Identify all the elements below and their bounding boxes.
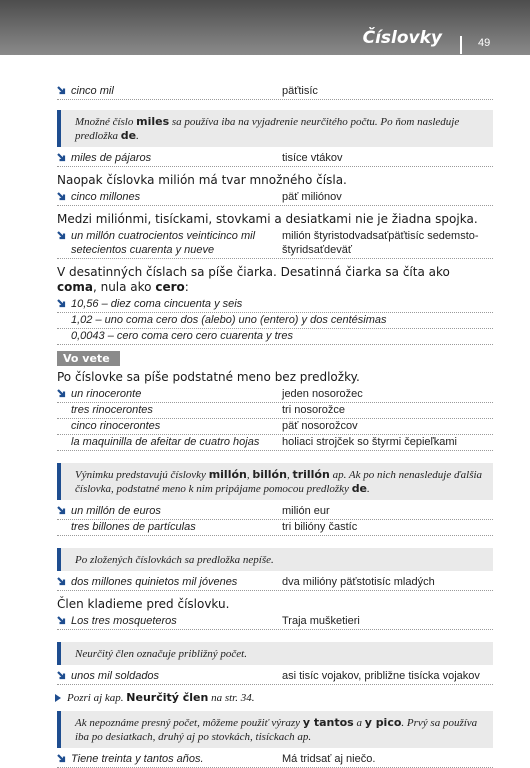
arrow-icon: [57, 192, 67, 202]
note-text: ap. Ak po nich nenasleduje ďalšia číslovka, podstatné meno k nim pripájame pomocou predložky: [75, 469, 483, 495]
rule-text: Naopak číslovka milión má tvar množného čísla.: [57, 173, 347, 187]
note-text: .: [367, 483, 370, 495]
example-row: [57, 387, 493, 403]
example-spanish: un rinoceronte: [71, 388, 142, 400]
page-header: [0, 0, 530, 55]
note-term: miles: [136, 115, 170, 128]
note-term: y pico: [364, 716, 402, 729]
example-row: [57, 575, 493, 591]
section-label: Vo vete: [57, 351, 120, 366]
note-term: de: [351, 482, 368, 495]
note-box: [57, 110, 493, 147]
example-row: [57, 151, 493, 167]
note-box: Po zložených číslovkách sa predložka nepíše.: [57, 548, 493, 571]
example-slovak: dva milióny päťstotisíc mladých: [282, 576, 435, 588]
note-term: millón: [208, 468, 247, 481]
example-slovak: tri bilióny častíc: [282, 521, 358, 533]
arrow-icon: [57, 153, 67, 163]
example-row: [57, 520, 493, 536]
page-number: 49: [478, 37, 491, 49]
rule-fragment: , nula ako: [92, 280, 156, 294]
example-slovak: tri nosorožce: [282, 404, 345, 416]
example-spanish: cinco rinocerontes: [71, 420, 161, 432]
example-row: [57, 297, 493, 313]
note-text: . Prvý sa používa iba po desiatkach, druhý aj po stovkách, tisíckach ap.: [75, 717, 478, 743]
example-spanish: un millón cuatrocientos veinticinco mil setecientos cuarenta y nueve: [71, 230, 256, 256]
example-row: [57, 313, 493, 329]
example-row: [57, 190, 493, 206]
example-slovak: Má tridsať aj niečo.: [282, 753, 376, 765]
example-spanish: 1,02 – uno coma cero dos (alebo) uno (entero) y dos centésimas: [71, 314, 387, 326]
example-spanish: 0,0043 – cero coma cero cero cuarenta y tres: [71, 330, 293, 342]
example-spanish: cinco millones: [71, 191, 141, 203]
rule-fragment: :: [184, 280, 189, 294]
example-spanish: la maquinilla de afeitar de cuatro hojas: [71, 436, 260, 448]
example-slovak: milión štyristodvadsaťpäťtisíc sedemsto-štyridsaťdeväť: [282, 230, 479, 256]
cross-reference[interactable]: [55, 691, 493, 705]
rule-fragment: V desatinných číslach sa píše čiarka. Desatinná čiarka sa číta ako: [57, 265, 450, 279]
rule-text: Medzi miliónmi, tisíckami, stovkami a desiatkami nie je žiadna spojka.: [57, 212, 478, 226]
note-text: a: [353, 717, 365, 729]
note-box: [57, 711, 493, 748]
example-slovak: tisíce vtákov: [282, 152, 343, 164]
note-term: de: [120, 129, 137, 142]
chapter-title: Číslovky: [362, 28, 442, 48]
example-spanish: un millón de euros: [71, 505, 161, 517]
xref-text: na str. 34.: [208, 692, 255, 704]
arrow-icon: [57, 389, 67, 399]
example-row: [57, 435, 493, 451]
example-slovak: Traja mušketieri: [282, 615, 360, 627]
example-spanish: Tiene treinta y tantos años.: [71, 753, 204, 765]
arrow-icon: [57, 616, 67, 626]
rule-text: [57, 265, 493, 295]
arrow-icon: [57, 299, 67, 309]
example-spanish: Los tres mosqueteros: [71, 615, 177, 627]
note-box: [57, 463, 493, 500]
xref-text: Pozri aj kap.: [67, 692, 127, 704]
example-spanish: 10,56 – diez coma cincuenta y seis: [71, 298, 243, 310]
example-spanish: unos mil soldados: [71, 670, 160, 682]
rule-text: Člen kladieme pred číslovku.: [57, 597, 230, 611]
example-spanish: tres rinocerontes: [71, 404, 153, 416]
example-row: [57, 329, 493, 345]
example-row: [57, 504, 493, 520]
arrow-icon: [57, 86, 67, 96]
arrow-icon: [57, 577, 67, 587]
note-term: y tantos: [302, 716, 354, 729]
example-row: [57, 419, 493, 435]
example-spanish: tres billones de partículas: [71, 521, 196, 533]
example-row: [57, 403, 493, 419]
rule-text: Po číslovke sa píše podstatné meno bez predložky.: [57, 370, 360, 384]
note-term: billón: [252, 468, 287, 481]
example-row: [57, 84, 493, 100]
rule-term: cero: [155, 280, 185, 294]
example-slovak: päťtisíc: [282, 85, 318, 97]
note-text: Ak nepoznáme presný počet, môžeme použiť výrazy: [75, 717, 303, 729]
triangle-right-icon: [55, 694, 61, 702]
note-text: sa používa iba na vyjadrenie neurčitého počtu. Po ňom nasleduje predložka: [75, 116, 460, 142]
example-slovak: milión eur: [282, 505, 330, 517]
example-spanish: cinco mil: [71, 85, 114, 97]
note-term: trillón: [292, 468, 330, 481]
page-content: [57, 84, 493, 768]
example-slovak: asi tisíc vojakov, približne tisícka vojakov: [282, 670, 480, 682]
example-slovak: päť miliónov: [282, 191, 342, 203]
example-row: [57, 669, 493, 685]
example-row: [57, 614, 493, 630]
note-text: Množné číslo: [75, 116, 137, 128]
example-slovak: holiaci strojček so štyrmi čepieľkami: [282, 436, 457, 448]
example-row: [57, 752, 493, 768]
example-slovak: jeden nosorožec: [282, 388, 363, 400]
note-text: .: [136, 130, 139, 142]
example-spanish: dos millones quinietos mil jóvenes: [71, 576, 238, 588]
example-slovak: päť nosorožcov: [282, 420, 358, 432]
arrow-icon: [57, 231, 67, 241]
header-separator: [460, 36, 462, 54]
note-text: Výnimku predstavujú číslovky: [75, 469, 209, 481]
arrow-icon: [57, 671, 67, 681]
note-box: Neurčitý člen označuje približný počet.: [57, 642, 493, 665]
arrow-icon: [57, 506, 67, 516]
example-spanish: miles de pájaros: [71, 152, 152, 164]
note-text: ,: [246, 469, 253, 481]
example-row: [57, 229, 493, 259]
rule-term: coma: [57, 280, 93, 294]
note-text: ,: [286, 469, 293, 481]
xref-target[interactable]: Neurčitý člen: [126, 691, 209, 704]
arrow-icon: [57, 754, 67, 764]
